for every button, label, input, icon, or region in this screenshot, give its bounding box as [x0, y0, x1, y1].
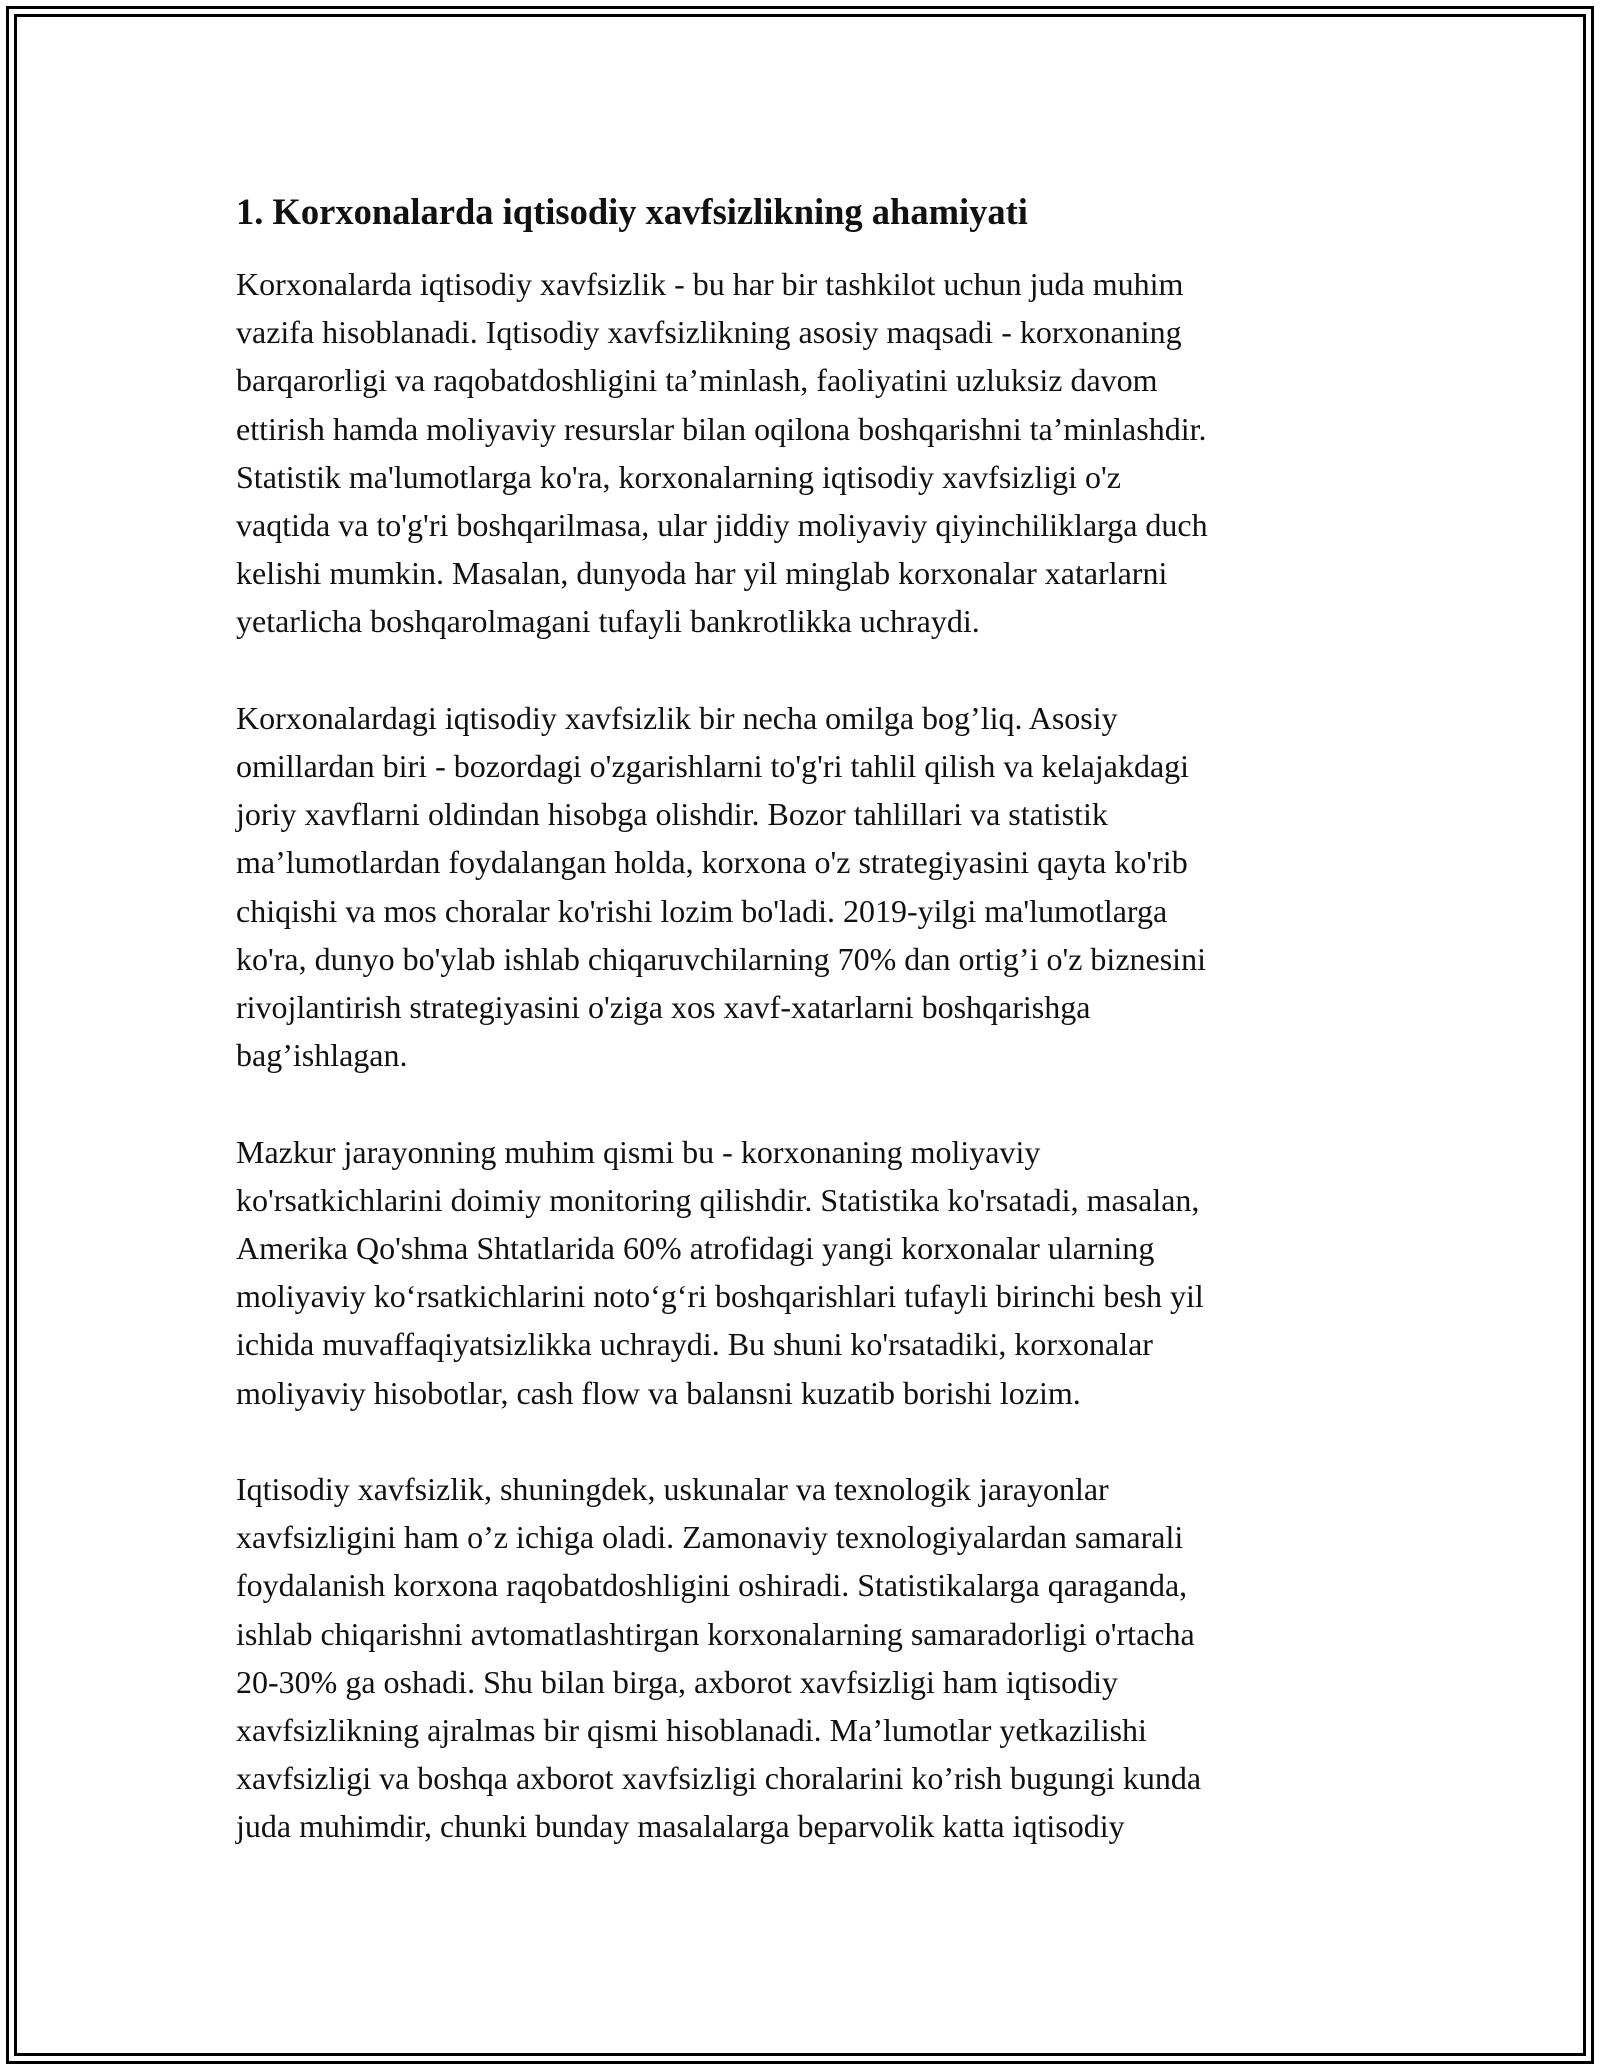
document-body: [236, 186, 1366, 1851]
paragraph-4: Iqtisodiy xavfsizlik, shuningdek, uskunalar va texnologik jarayonlar xavfsizligini ham o’z ichiga oladi. Zamonaviy texnologiyalardan samarali foydalanish korxona raqobatdoshligini oshiradi. Statistikalarga qaraganda, ishlab chiqarishni avtomatlashtirgan korxonalarning samaradorligi o'rtacha 20-30% ga oshadi. Shu bilan birga, axborot xavfsizligi ham iqtisodiy xavfsizlikning ajralmas bir qismi hisoblanadi. Ma’lumotlar yetkazilishi xavfsizligi va boshqa axborot xavfsizligi choralarini ko’rish bugungi kunda juda muhimdir, chunki bunday masalalarga beparvolik katta iqtisodiy: [236, 1471, 1202, 1845]
paragraph-1: Korxonalarda iqtisodiy xavfsizlik - bu har bir tashkilot uchun juda muhim vazifa hisoblanadi. Iqtisodiy xavfsizlikning asosiy maqsadi - korxonaning barqarorligi va raqobatdoshligini ta’minlash, faoliyatini uzluksiz davom ettirish hamda moliyaviy resurslar bilan oqilona boshqarishni ta’minlashdir. Statistik ma'lumotlarga ko'ra, korxonalarning iqtisodiy xavfsizligi o'z vaqtida va to'g'ri boshqarilmasa, ular jiddiy moliyaviy qiyinchiliklarga duch kelishi mumkin. Masalan, dunyoda har yil minglab korxonalar xatarlarni yetarlicha boshqarolmagani tufayli bankrotlikka uchraydi.: [236, 266, 1208, 640]
paragraph-3: Mazkur jarayonning muhim qismi bu - korxonaning moliyaviy ko'rsatkichlarini doimiy monitoring qilishdir. Statistika ko'rsatadi, masalan, Amerika Qo'shma Shtatlarida 60% atrofidagi yangi korxonalar ularning moliyaviy ko‘rsatkichlarini noto‘g‘ri boshqarishlari tufayli birinchi besh yil ichida muvaffaqiyatsizlikka uchraydi. Bu shuni ko'rsatadiki, korxonalar moliyaviy hisobotlar, cash flow va balansni kuzatib borishi lozim.: [236, 1133, 1204, 1411]
document-title: 1. Korxonalarda iqtisodiy xavfsizlikning ahamiyati: [236, 191, 1028, 232]
paragraph-2: Korxonalardagi iqtisodiy xavfsizlik bir necha omilga bog’liq. Asosiy omillardan biri - bozordagi o'zgarishlarni to'g'ri tahlil qilish va kelajakdagi joriy xavflarni oldindan hisobga olishdir. Bozor tahlillari va statistik ma’lumotlardan foydalangan holda, korxona o'z strategiyasini qayta ko'rib chiqishi va mos choralar ko'rishi lozim bo'ladi. 2019-yilgi ma'lumotlarga ko'ra, dunyo bo'ylab ishlab chiqaruvchilarning 70% dan ortig’i o'z biznesini rivojlantirish strategiyasini o'ziga xos xavf-xatarlarni boshqarishga bag’ishlagan.: [236, 699, 1206, 1074]
